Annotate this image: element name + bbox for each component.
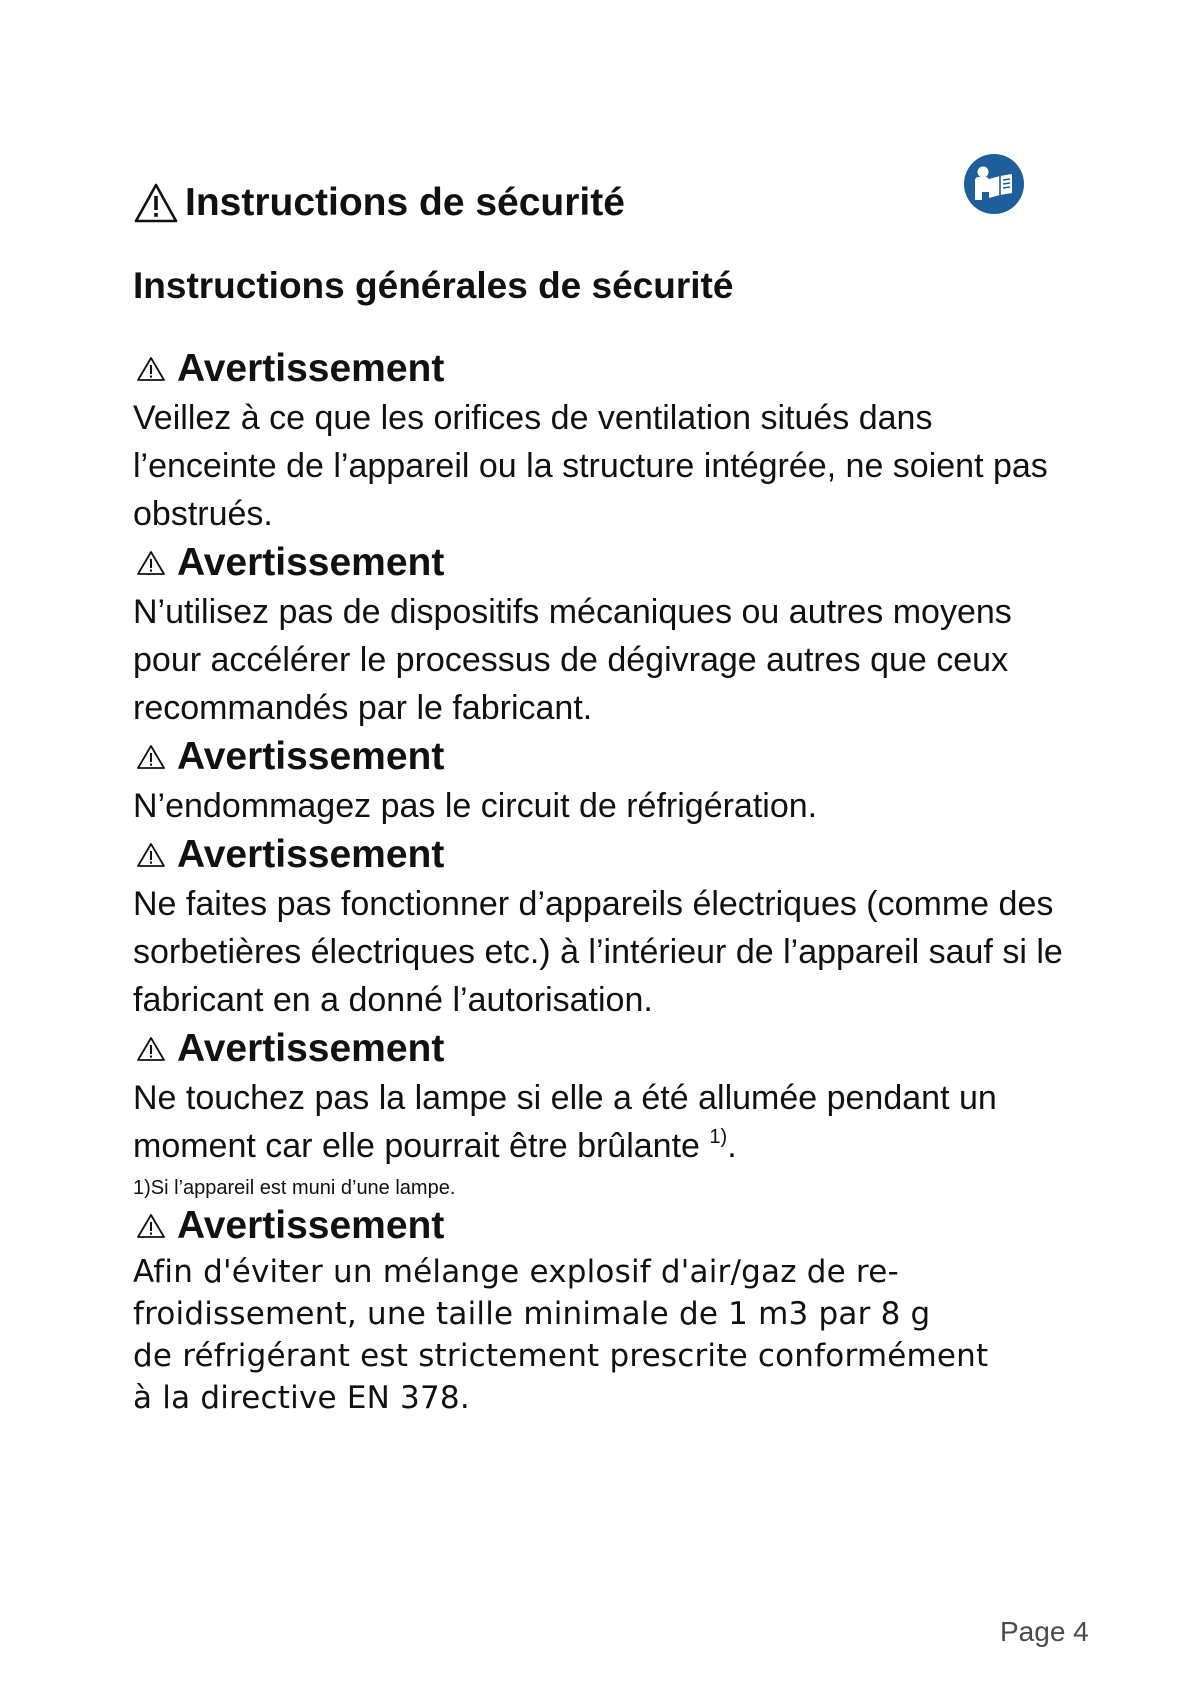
- warning-title-text: Avertissement: [177, 541, 445, 584]
- warning-title: [133, 538, 1063, 588]
- read-manual-icon: [962, 152, 1026, 216]
- section-heading: Instructions générales de sécurité: [133, 265, 734, 306]
- warning-block: [133, 344, 1063, 538]
- warning-title: [133, 732, 1063, 782]
- warning-title-text: Avertissement: [177, 347, 445, 390]
- warning-title-text: Avertissement: [177, 1027, 445, 1070]
- page-title-text: Instructions de sécurité: [185, 181, 625, 224]
- page-title: [133, 178, 625, 228]
- warning-title: [133, 1201, 1063, 1251]
- warning-triangle-icon: [136, 744, 166, 770]
- warning-triangle-icon: [133, 182, 179, 224]
- warning-triangle-icon: [136, 356, 166, 382]
- warning-text: [133, 1074, 1063, 1175]
- warning-triangle-icon: [136, 550, 166, 576]
- footnote-reference: 1): [709, 1126, 728, 1148]
- warning-title-text: Avertissement: [177, 1204, 445, 1247]
- warning-title: [133, 344, 1063, 394]
- warning-text-end: .: [727, 1127, 737, 1165]
- footnote-text: 1)Si l’appareil est muni d’une lampe.: [133, 1177, 456, 1199]
- warning-text-line: froidissement, une taille minimale de 1 m3 par 8 g: [133, 1296, 931, 1332]
- warning-text: Ne faites pas fonctionner d’appareils électriques (comme des sorbetières électriques etc.) à l’intérieur de l’appareil sauf si le fabricant en a donné l’autorisation.: [133, 885, 1063, 1019]
- warning-title: [133, 830, 1063, 880]
- warning-text-line: Afin d'éviter un mélange explosif d'air/gaz de re-: [133, 1254, 899, 1290]
- page-number: Page 4: [1000, 1616, 1089, 1647]
- warning-text-body: Ne touchez pas la lampe si elle a été allumée pendant un moment car elle pourrait être brûlante: [133, 1079, 997, 1165]
- warning-text-line: à la directive EN 378.: [133, 1380, 470, 1416]
- warning-block: [133, 830, 1063, 1024]
- warning-title-text: Avertissement: [177, 833, 445, 876]
- warning-triangle-icon: [136, 1213, 166, 1239]
- warning-text: [133, 1251, 1063, 1419]
- warnings-list: [133, 344, 1063, 1419]
- warning-block: [133, 538, 1063, 732]
- warning-title-text: Avertissement: [177, 735, 445, 778]
- warning-block: [133, 1201, 1063, 1419]
- warning-text-line: de réfrigérant est strictement prescrite conformément: [133, 1338, 989, 1374]
- warning-triangle-icon: [136, 842, 166, 868]
- warning-text: Veillez à ce que les orifices de ventilation situés dans l’enceinte de l’appareil ou la structure intégrée, ne soient pas obstrués.: [133, 399, 1048, 533]
- warning-block: [133, 1024, 1063, 1201]
- warning-text: N’endommagez pas le circuit de réfrigération.: [133, 787, 818, 825]
- warning-block: [133, 732, 1063, 830]
- warning-triangle-icon: [136, 1036, 166, 1062]
- warning-title: [133, 1024, 1063, 1074]
- warning-text: N’utilisez pas de dispositifs mécaniques ou autres moyens pour accélérer le processus de dégivrage autres que ceux recommandés par le fabricant.: [133, 593, 1012, 727]
